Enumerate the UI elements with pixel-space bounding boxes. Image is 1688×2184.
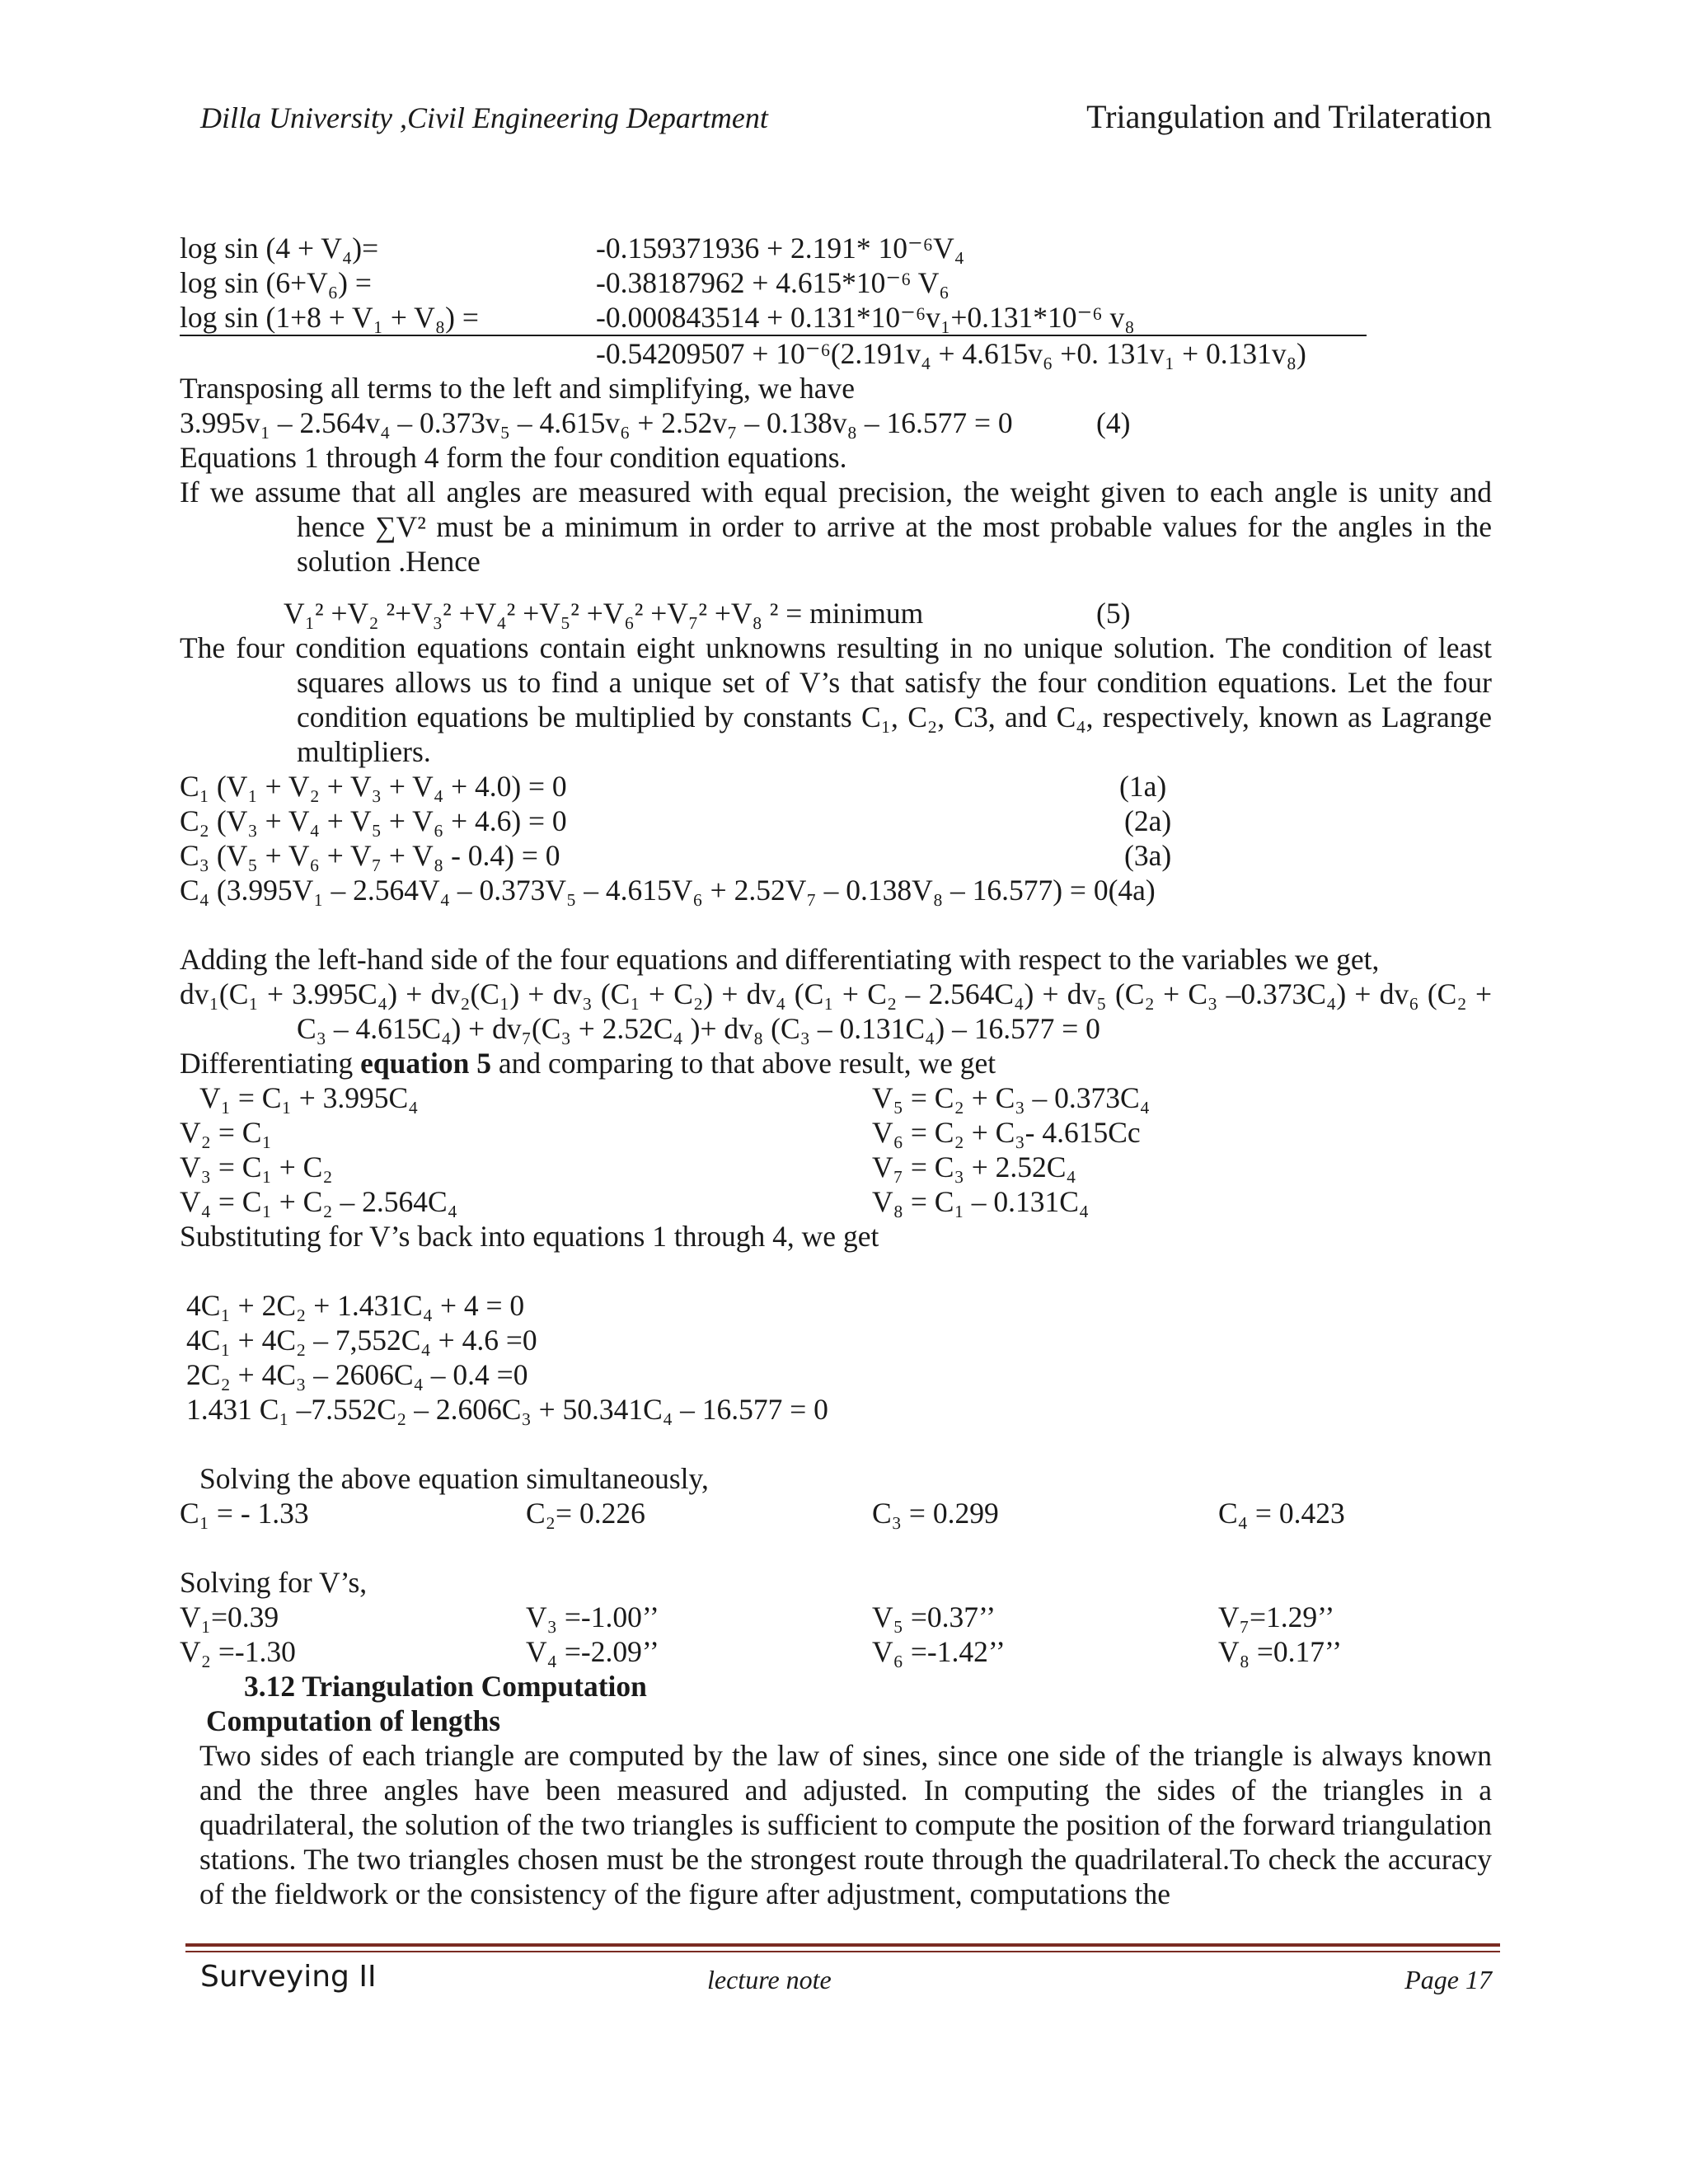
v-relation-row bbox=[180, 1080, 1492, 1115]
lagrange-equation bbox=[180, 804, 1492, 838]
v-relation-right: V₈ = C₁ – 0.131C₄ bbox=[872, 1185, 1090, 1218]
header-left: Dilla University ,Civil Engineering Department bbox=[200, 101, 768, 134]
normal-equation: 4C₁ + 4C₂ – 7,552C₄ + 4.6 =0 bbox=[186, 1324, 537, 1357]
footer-rule bbox=[185, 1943, 1500, 1947]
transposing-text: Transposing all terms to the left and simplifying, we have bbox=[180, 372, 856, 405]
v-relation-right: V₇ = C₃ + 2.52C₄ bbox=[872, 1151, 1076, 1183]
solving-v-text: Solving for V’s, bbox=[180, 1566, 368, 1599]
page-content bbox=[180, 231, 1492, 1911]
equation-4-row bbox=[180, 405, 1492, 440]
substituting-text: Substituting for V’s back into equations 1 through 4, we get bbox=[180, 1220, 879, 1253]
page-number: Page 17 bbox=[1404, 1965, 1492, 1994]
lagrange-eq-text: C₁ (V₁ + V₂ + V₃ + V₄ + 4.0) = 0 bbox=[180, 770, 567, 803]
adding-text: Adding the left-hand side of the four equations and differentiating with respect to the variables we get, bbox=[180, 943, 1380, 976]
lagrange-eq-text: C₃ (V₅ + V₆ + V₇ + V₈ - 0.4) = 0 bbox=[180, 839, 560, 872]
v-relation-left: V₃ = C₁ + C₂ bbox=[180, 1151, 333, 1183]
equation-5-number: (5) bbox=[1096, 597, 1131, 630]
log-row bbox=[180, 231, 1492, 265]
solving-simultaneous-text: Solving the above equation simultaneously, bbox=[199, 1462, 709, 1495]
equation-4-number: (4) bbox=[1096, 406, 1131, 439]
log-row bbox=[180, 300, 1367, 336]
section-heading: 3.12 Triangulation Computation bbox=[244, 1670, 647, 1703]
log-sum: -0.54209507 + 10⁻⁶(2.191v₄ + 4.615v₆ +0. 131v₁ + 0.131v₈) bbox=[596, 337, 1306, 370]
v-value: V₄ =-2.09’’ bbox=[526, 1635, 659, 1668]
differentiating-post: and comparing to that above result, we get bbox=[490, 1047, 996, 1080]
lagrange-eq-text: C₄ (3.995V₁ – 2.564V₄ – 0.373V₅ – 4.615V₆ + 2.52V₇ – 0.138V₈ – 16.577) = 0(4a) bbox=[180, 874, 1156, 907]
section-body: Two sides of each triangle are computed by the law of sines, since one side of the triangle is always known and the three angles have been measured and adjusted. In computing the sides of the triangles in a quadrilateral, the solution of the two triangles is sufficient to compute the position of the forward triangulation stations. The two triangles chosen must be the strongest route through the quadrilateral.To check the accuracy of the fieldwork or the consistency of the figure after adjustment, computations the bbox=[199, 1739, 1492, 1910]
footer-note: lecture note bbox=[707, 1965, 832, 1994]
v-relation-left: V₁ = C₁ + 3.995C₄ bbox=[199, 1081, 419, 1114]
v-relation-left: V₂ = C₁ bbox=[180, 1116, 272, 1149]
c-values-row bbox=[180, 1496, 1492, 1530]
differentiating-pre: Differentiating bbox=[180, 1047, 361, 1080]
footer-course: Surveying II bbox=[200, 1960, 377, 1994]
log-lhs: log sin (1+8 + V₁ + V₈) = bbox=[180, 301, 479, 334]
v-relation-row bbox=[180, 1150, 1492, 1184]
equal-precision-paragraph: If we assume that all angles are measured with equal precision, the weight given to each angle is unity and hence ∑V² must be a minimum in order to arrive at the most probable values for the angles in the solution .Hence bbox=[180, 476, 1492, 578]
equation-5-row bbox=[180, 596, 1492, 630]
log-rhs: -0.000843514 + 0.131*10⁻⁶v₁+0.131*10⁻⁶ v₈ bbox=[596, 301, 1135, 334]
lagrange-equation bbox=[180, 769, 1492, 804]
log-sum-row bbox=[180, 336, 1492, 371]
lagrange-equation bbox=[180, 838, 1492, 873]
c-value: C₃ = 0.299 bbox=[872, 1497, 999, 1530]
v-relation-row bbox=[180, 1115, 1492, 1150]
normal-equation: 2C₂ + 4C₃ – 2606C₄ – 0.4 =0 bbox=[186, 1358, 528, 1391]
lagrange-eq-number: (1a) bbox=[1119, 770, 1167, 803]
normal-equation: 4C₁ + 2C₂ + 1.431C₄ + 4 = 0 bbox=[186, 1289, 525, 1322]
v-relation-left: V₄ = C₁ + C₂ – 2.564C₄ bbox=[180, 1185, 458, 1218]
log-rhs: -0.38187962 + 4.615*10⁻⁶ V₆ bbox=[596, 266, 950, 299]
c-value: C₂= 0.226 bbox=[526, 1497, 645, 1530]
log-lhs: log sin (6+V₆) = bbox=[180, 266, 372, 299]
lagrange-eq-number: (2a) bbox=[1124, 804, 1172, 837]
c-value: C₁ = - 1.33 bbox=[180, 1497, 309, 1530]
differential-equation: dv₁(C₁ + 3.995C₄) + dv₂(C₁) + dv₃ (C₁ + C₂) + dv₄ (C₁ + C₂ – 2.564C₄) + dv₅ (C₂ + C₃ –0.373C₄) + dv₆ (C₂ + C₃ – 4.615C₄) + dv₇(C₃ + 2.52C₄ )+ dv₈ (C₃ – 0.131C₄) – 16.577 = 0 bbox=[180, 977, 1492, 1045]
log-row bbox=[180, 265, 1492, 300]
v-relation-row bbox=[180, 1184, 1492, 1219]
v-value: V₅ =0.37’’ bbox=[872, 1601, 996, 1633]
footer-rule bbox=[185, 1951, 1500, 1952]
equation-5-ref: equation 5 bbox=[360, 1047, 491, 1080]
lagrange-eq-number: (3a) bbox=[1124, 839, 1172, 872]
v-relation-right: V₅ = C₂ + C₃ – 0.373C₄ bbox=[872, 1081, 1151, 1114]
v-values-row bbox=[180, 1600, 1492, 1634]
c-value: C₄ = 0.423 bbox=[1218, 1497, 1345, 1530]
section-subheading: Computation of lengths bbox=[206, 1704, 501, 1737]
log-lhs: log sin (4 + V₄)= bbox=[180, 232, 379, 265]
v-value: V₆ =-1.42’’ bbox=[872, 1635, 1006, 1668]
log-rhs: -0.159371936 + 2.191* 10⁻⁶V₄ bbox=[596, 232, 965, 265]
v-values-row bbox=[180, 1634, 1492, 1669]
v-value: V₈ =0.17’’ bbox=[1218, 1635, 1343, 1668]
equation-4: 3.995v₁ – 2.564v₄ – 0.373v₅ – 4.615v₆ + 2.52v₇ – 0.138v₈ – 16.577 = 0 bbox=[180, 406, 1013, 439]
v-value: V₃ =-1.00’’ bbox=[526, 1601, 659, 1633]
lagrange-eq-text: C₂ (V₃ + V₄ + V₅ + V₆ + 4.6) = 0 bbox=[180, 804, 567, 837]
differentiating-text bbox=[180, 1046, 1492, 1080]
v-value: V₁=0.39 bbox=[180, 1601, 279, 1633]
equation-5: V₁² +V₂ ²+V₃² +V₄² +V₅² +V₆² +V₇² +V₈ ² = minimum bbox=[284, 597, 924, 630]
condition-equations-text: Equations 1 through 4 form the four condition equations. bbox=[180, 441, 847, 474]
v-relation-right: V₆ = C₂ + C₃- 4.615Cc bbox=[872, 1116, 1141, 1149]
v-value: V₂ =-1.30 bbox=[180, 1635, 296, 1668]
lagrange-equation bbox=[180, 873, 1492, 907]
v-value: V₇=1.29’’ bbox=[1218, 1601, 1335, 1633]
normal-equation: 1.431 C₁ –7.552C₂ – 2.606C₃ + 50.341C₄ – 16.577 = 0 bbox=[186, 1393, 828, 1426]
lagrange-paragraph: The four condition equations contain eight unknowns resulting in no unique solution. The condition of least squares allows us to find a unique set of V’s that satisfy the four condition equations. Let the four condition equations be multiplied by constants C₁, C₂, C3, and C₄, respectively, known as Lagrange multipliers. bbox=[180, 631, 1492, 768]
header-right: Triangulation and Trilateration bbox=[1086, 98, 1492, 135]
